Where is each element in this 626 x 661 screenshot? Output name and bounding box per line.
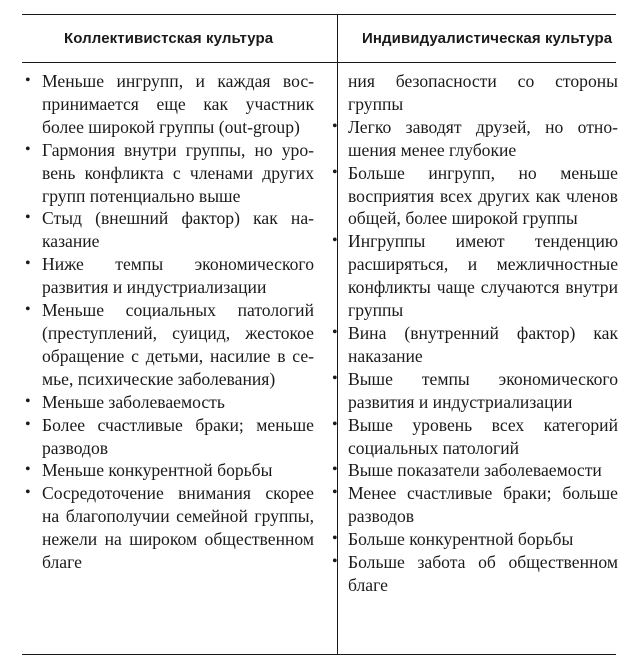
bullet-icon: •	[25, 461, 31, 479]
list-item: • Меньше социальных патологий (преступлений, суицид, жестокое обращение с детьми, насилие в семье, психические заболевания)	[25, 300, 314, 389]
individualist-list	[330, 70, 618, 597]
list-item: • Стыд (внешний фактор) как наказание	[25, 208, 314, 252]
bullet-icon: •	[25, 301, 31, 319]
bullet-icon: •	[25, 484, 31, 502]
bullet-icon: •	[332, 553, 338, 571]
collectivist-column	[24, 70, 314, 574]
list-item: • Ингруппы имеют тенденцию расширяться, и межличностные конфликты чаще случаются внутри группы	[332, 231, 618, 321]
header-collectivist: Коллективистская культура	[64, 30, 274, 47]
bullet-icon: •	[332, 415, 338, 433]
header-individualist: Индивидуалистическая культура	[362, 30, 613, 47]
bullet-icon: •	[25, 209, 31, 227]
bullet-icon: •	[25, 415, 31, 433]
list-item: • Больше ингрупп, но меньше восприятия всех других как членов общей, более широкой группы	[332, 162, 618, 229]
bullet-icon: •	[25, 72, 31, 89]
individualist-column	[330, 70, 618, 597]
bullet-icon: •	[332, 530, 338, 548]
table-bottom-rule	[22, 654, 616, 655]
list-item: • Ниже темпы экономического развития и индустриализации	[25, 254, 314, 298]
bullet-icon: •	[25, 255, 31, 273]
bullet-icon: •	[332, 461, 338, 479]
list-item: • Выше темпы экономического развития и индустриализации	[332, 368, 618, 412]
list-item: • Вина (внутренний фактор) как наказание	[332, 322, 618, 366]
bullet-icon: •	[332, 484, 338, 502]
table-top-rule	[22, 14, 616, 15]
bullet-icon: •	[332, 323, 338, 341]
list-item-continuation: ния безопасности со стороны группы	[348, 71, 618, 114]
collectivist-list	[24, 70, 314, 574]
list-item: • Гармония внутри группы, но уровень конфликта с членами других групп потенциально выше	[25, 139, 314, 206]
bullet-icon: •	[332, 232, 338, 250]
list-item: • Более счастливые браки; меньше разводов	[25, 414, 314, 458]
list-item: • Выше показатели заболеваемости	[332, 460, 602, 481]
bullet-icon: •	[332, 163, 338, 181]
bullet-icon: •	[25, 140, 31, 158]
list-item: • Легко заводят друзей, но отношения менее глубокие	[332, 116, 618, 160]
list-item: • Больше конкурентной борьбы	[332, 529, 574, 550]
bullet-icon: •	[25, 392, 31, 410]
header-rule	[22, 62, 616, 63]
list-item: • Выше уровень всех категорий социальных патологий	[332, 414, 618, 458]
list-item: • Меньше ингрупп, и каждая воспринимается еще как участник более широкой группы (out-group)	[25, 71, 314, 137]
list-item: • Меньше конкурентной борьбы	[25, 460, 273, 481]
list-item: • Менее счастливые браки; больше разводов	[332, 483, 618, 527]
bullet-icon: •	[332, 369, 338, 387]
list-item: • Меньше заболеваемость	[25, 391, 225, 412]
list-item: • Сосредоточение внимания скорее на благополучии семейной группы, нежели на широком общественном благе	[25, 483, 314, 573]
bullet-icon: •	[332, 117, 338, 135]
list-item: • Больше забота об общественном благе	[332, 552, 618, 595]
